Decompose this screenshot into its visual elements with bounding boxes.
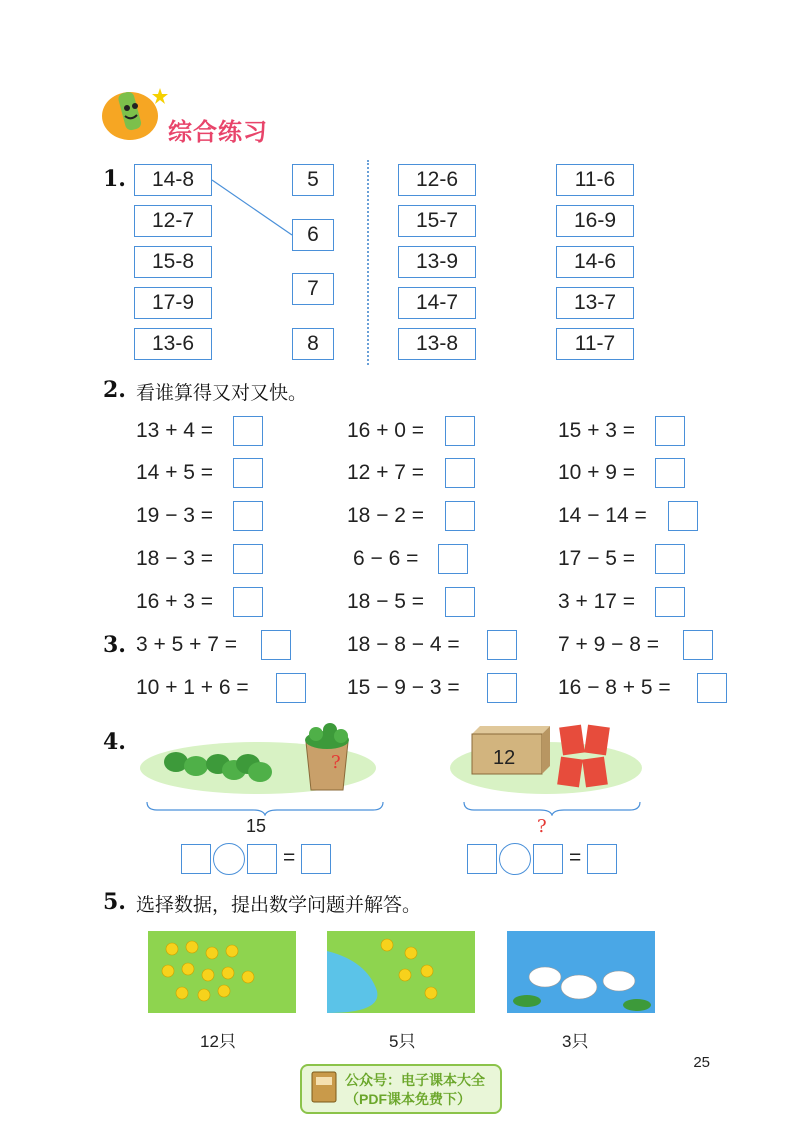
operator-input-circle[interactable] — [499, 843, 531, 875]
chicks-by-pond-picture — [327, 931, 475, 1013]
answer-box: 7 — [292, 273, 334, 305]
equals-sign: = — [283, 846, 296, 869]
equation: 15 + 3 = — [558, 419, 636, 442]
answer-input-box[interactable] — [445, 416, 475, 446]
expr-box: 14-8 — [134, 164, 212, 196]
left-total: 15 — [246, 816, 267, 836]
expr-box: 13-7 — [556, 287, 634, 319]
answer-input-box[interactable] — [655, 587, 685, 617]
number-input-box[interactable] — [247, 844, 277, 874]
expr-box: 11-6 — [556, 164, 634, 196]
equation: 6 − 6 = — [353, 547, 419, 570]
equation: 16 + 0 = — [347, 419, 425, 442]
number-input-box[interactable] — [181, 844, 211, 874]
q1-number: 1. — [103, 166, 126, 192]
equation: 18 − 3 = — [136, 547, 214, 570]
watermark-line2: （PDF课本免费下） — [345, 1091, 471, 1107]
equation: 13 + 4 = — [136, 419, 214, 442]
picture-caption: 3只 — [562, 1032, 589, 1051]
left-brace — [145, 800, 385, 816]
answer-input-box[interactable] — [668, 501, 698, 531]
answer-input-box[interactable] — [233, 587, 263, 617]
box-label: 12 — [493, 747, 516, 769]
q2-number: 2. — [103, 377, 126, 403]
answer-box: 8 — [292, 328, 334, 360]
expr-box: 14-7 — [398, 287, 476, 319]
answer-input-box[interactable] — [261, 630, 291, 660]
answer-input-box[interactable] — [445, 458, 475, 488]
book-icon — [310, 1070, 338, 1109]
watermelon-illustration — [138, 712, 386, 809]
q5-number: 5. — [103, 889, 126, 915]
expr-box: 16-9 — [556, 205, 634, 237]
expr-box: 13-6 — [134, 328, 212, 360]
operator-input-circle[interactable] — [213, 843, 245, 875]
equation: 16 + 3 = — [136, 590, 214, 613]
answer-input-box[interactable] — [655, 416, 685, 446]
expr-box: 15-7 — [398, 205, 476, 237]
page-number: 25 — [693, 1054, 710, 1071]
answer-input-box[interactable] — [233, 458, 263, 488]
answer-input-box[interactable] — [683, 630, 713, 660]
equation: 18 − 5 = — [347, 590, 425, 613]
answer-box: 5 — [292, 164, 334, 196]
equation: 12 + 7 = — [347, 461, 425, 484]
expr-box: 12-7 — [134, 205, 212, 237]
q4-number: 4. — [103, 729, 126, 755]
answer-input-box[interactable] — [445, 501, 475, 531]
answer-input-box[interactable] — [655, 544, 685, 574]
equation: 16 − 8 + 5 = — [558, 676, 671, 699]
answer-input-box[interactable] — [276, 673, 306, 703]
q2-instruction: 看谁算得又对又快。 — [136, 382, 308, 404]
number-input-box[interactable] — [587, 844, 617, 874]
answer-input-box[interactable] — [697, 673, 727, 703]
equals-sign: = — [569, 846, 582, 869]
watermark-line1: 公众号：电子课本大全 — [345, 1072, 485, 1088]
number-input-box[interactable] — [301, 844, 331, 874]
answer-input-box[interactable] — [233, 544, 263, 574]
equation: 17 − 5 = — [558, 547, 636, 570]
divider-line — [367, 160, 369, 365]
q3-number: 3. — [103, 632, 126, 658]
expr-box: 14-6 — [556, 246, 634, 278]
answer-input-box[interactable] — [487, 673, 517, 703]
answer-input-box[interactable] — [233, 501, 263, 531]
answer-input-box[interactable] — [487, 630, 517, 660]
expr-box: 11-7 — [556, 328, 634, 360]
answer-input-box[interactable] — [438, 544, 468, 574]
equation: 18 − 2 = — [347, 504, 425, 527]
number-input-box[interactable] — [533, 844, 563, 874]
equation: 3 + 5 + 7 = — [136, 633, 238, 656]
equation: 3 + 17 = — [558, 590, 636, 613]
equation: 15 − 9 − 3 = — [347, 676, 460, 699]
expr-box: 17-9 — [134, 287, 212, 319]
basket-question-mark: ? — [331, 752, 341, 773]
answer-box: 6 — [292, 219, 334, 251]
equation: 7 + 9 − 8 = — [558, 633, 660, 656]
q5-instruction: 选择数据，提出数学问题并解答。 — [136, 894, 422, 916]
picture-caption: 12只 — [200, 1032, 236, 1051]
number-input-box[interactable] — [467, 844, 497, 874]
answer-input-box[interactable] — [655, 458, 685, 488]
equation: 10 + 1 + 6 = — [136, 676, 249, 699]
expr-box: 15-8 — [134, 246, 212, 278]
expr-box: 12-6 — [398, 164, 476, 196]
equation: 10 + 9 = — [558, 461, 636, 484]
equation: 14 − 14 = — [558, 504, 647, 527]
answer-input-box[interactable] — [445, 587, 475, 617]
box-and-books-illustration — [446, 712, 642, 809]
section-title: 综合练习 — [168, 119, 268, 146]
right-brace — [462, 800, 642, 816]
geese-picture — [507, 931, 655, 1013]
picture-caption: 5只 — [389, 1032, 416, 1051]
expr-box: 13-8 — [398, 328, 476, 360]
equation: 19 − 3 = — [136, 504, 214, 527]
answer-input-box[interactable] — [233, 416, 263, 446]
expr-box: 13-9 — [398, 246, 476, 278]
right-total: ? — [537, 816, 547, 837]
chicks-picture — [148, 931, 296, 1013]
equation: 18 − 8 − 4 = — [347, 633, 460, 656]
equation: 14 + 5 = — [136, 461, 214, 484]
